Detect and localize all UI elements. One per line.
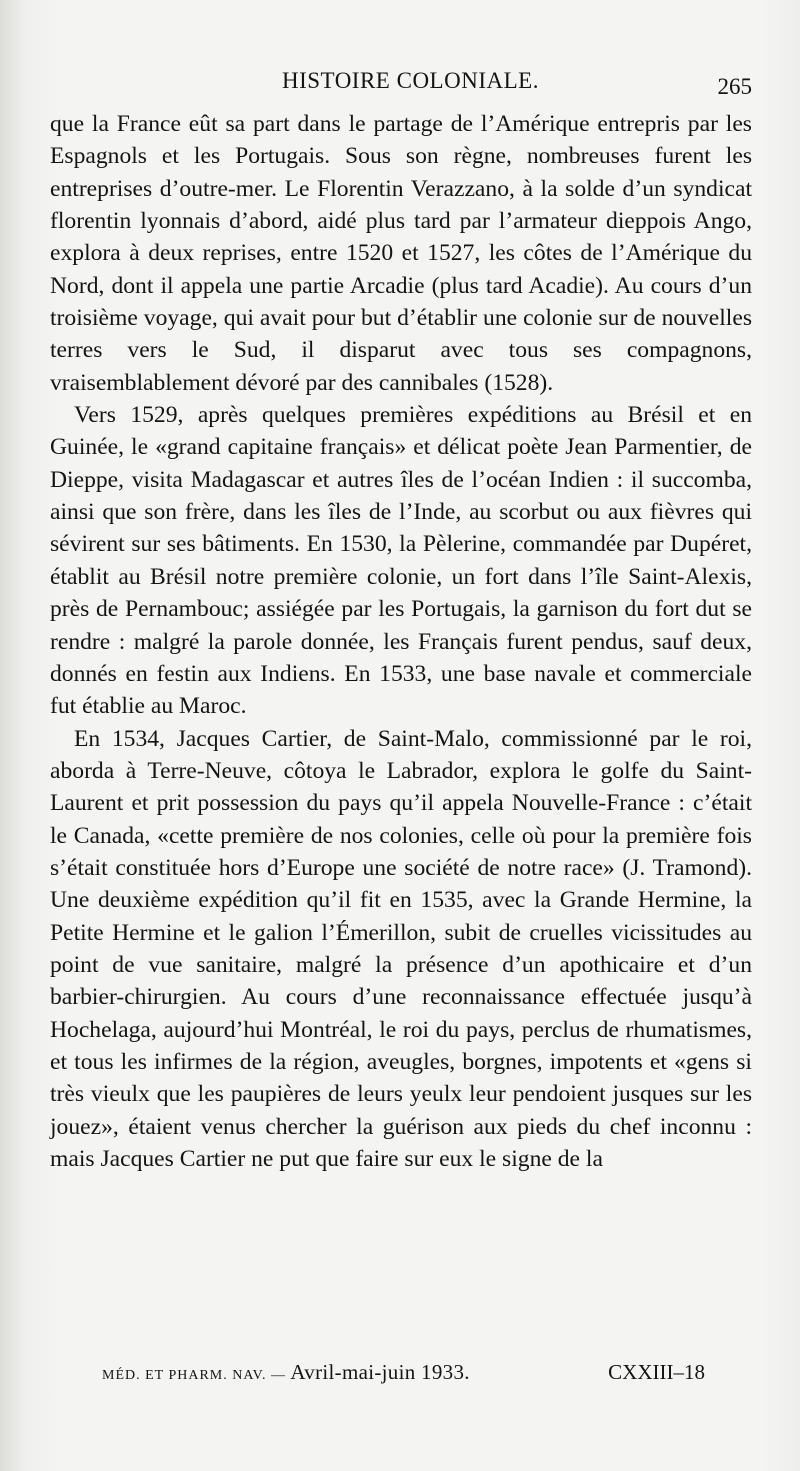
paragraph-2: Vers 1529, après quelques premières expéditions au Brésil et en Guinée, le «grand capitaine français» et délicat poète Jean Parmentier, de Dieppe, visita Madagascar et autres îles de l’océan Indien : il succomba, ainsi que son frère, dans les îles de l’Inde, au scorbut ou aux fièvres qui sévirent sur ses bâtiments. En 1530, la Pèlerine, commandée par Dupéret, établit au Brésil notre première colonie, un fort dans l’île Saint-Alexis, près de Pernambouc; assiégée par les Portugais, la garnison du fort dut se rendre : malgré la parole donnée, les Français furent pendus, sauf deux, donnés en festin aux Indiens. En 1533, une base navale et commerciale fut établie au Maroc. [50,402,752,720]
running-head: HISTOIRE COLONIALE. [282,68,539,93]
paragraph-3: En 1534, Jacques Cartier, de Saint-Malo, commissionné par le roi, aborda à Terre-Neuve, côtoya le Labrador, explora le golfe du Saint-Laurent et prit possession du pays qu’il appela Nouvelle-France : c’était le Canada, «cette première de nos colonies, celle où pour la première fois s’était constituée hors d’Europe une société de notre race» (J. Tramond). Une deuxième expédition qu’il fit en 1535, avec la Grande Hermine, la Petite Hermine et le galion l’Émerillon, subit de cruelles vicissitudes au point de vue sanitaire, malgré la présence d’un apothicaire et d’un barbier-chirurgien. Au cours d’une reconnaissance effectuée jusqu’à Hochelaga, aujourd’hui Montréal, le roi du pays, perclus de rhumatismes, et tous les infirmes de la région, aveugles, borgnes, impotents et «gens si très vieulx que les paupières de leurs yeulx leur pendoient jusques sur les jouez», étaient venus chercher la guérison aux pieds du chef inconnu : mais Jacques Cartier ne put que faire sur eux le signe de la [50,725,752,1172]
journal-abbreviation: MÉD. ET PHARM. NAV. — [102,1368,286,1383]
paragraph-1: que la France eût sa part dans le partage de l’Amérique entrepris par les Espagnols et les Portugais. Sous son règne, nombreuses furent les entreprises d’outre-mer. Le Florentin Verazzano, à la solde d’un syndicat florentin lyonnais d’abord, aidé plus tard par l’armateur dieppois Ango, explora à deux reprises, entre 1520 et 1527, les côtes de l’Amérique du Nord, dont il appela une partie Arcadie (plus tard Acadie). Au cours d’un troisième voyage, qui avait pour but d’établir une colonie sur de nouvelles terres vers le Sud, il disparut avec tous ses compagnons, vraisemblablement dévoré par des cannibales (1528). [50,111,752,396]
body-text [50,108,752,1175]
page-header [0,64,800,104]
signature-mark: CXXIII–18 [608,1360,705,1384]
issue-date: Avril-mai-juin 1933. [290,1360,470,1384]
page-number: 265 [717,74,752,99]
page-footer [0,1358,800,1398]
footer-journal-line [102,1360,470,1385]
